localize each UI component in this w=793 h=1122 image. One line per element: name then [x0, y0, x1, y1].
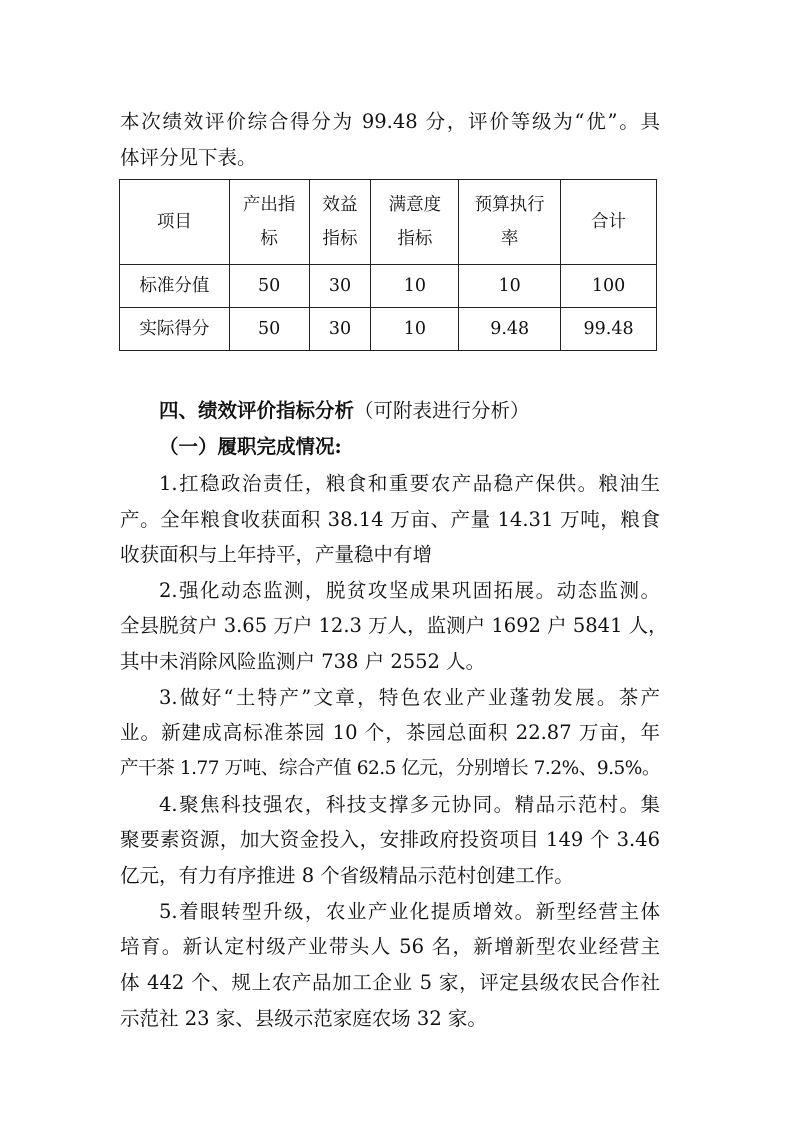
- paragraph-3-line-2: 业。新建成高标准茶园 10 个，茶园总面积 22.87 万亩，年: [120, 721, 660, 744]
- paragraph-2-line-3: 其中未消除风险监测户 738 户 2552 人。: [120, 650, 486, 673]
- score-table: [119, 179, 657, 351]
- table-cell: 100: [561, 265, 657, 308]
- section-heading-note: （可附表进行分析）: [354, 399, 530, 422]
- paragraph-1-line-3: 收获面积与上年持平，产量稳中有增: [120, 543, 433, 566]
- table-cell: 9.48: [459, 308, 561, 351]
- paragraph-3-line-3: 产干茶 1.77 万吨、综合产值 62.5 亿元，分别增长 7.2%、9.5%。: [120, 758, 660, 779]
- header-cell-benefit: 效益 指标: [309, 180, 371, 265]
- table-cell: 10: [371, 265, 459, 308]
- paragraph-3-line-1: 3.做好“土特产”文章，特色农业产业蓬勃发展。茶产: [159, 686, 660, 709]
- table-cell: 标准分值: [120, 265, 230, 308]
- paragraph-1-line-2: 产。全年粮食收获面积 38.14 万亩、产量 14.31 万吨，粮食: [120, 508, 660, 531]
- header-cell-budget-rate: 预算执行 率: [459, 180, 561, 265]
- table-cell: 30: [309, 265, 371, 308]
- paragraph-1-line-1: 1.扛稳政治责任，粮食和重要农产品稳产保供。粮油生: [159, 472, 660, 495]
- table-cell: 10: [371, 308, 459, 351]
- paragraph-4-line-1: 4.聚焦科技强农，科技支撑多元协同。精品示范村。集: [159, 793, 660, 816]
- header-cell-total: 合计: [561, 180, 657, 265]
- paragraph-5-line-1: 5.着眼转型升级，农业产业化提质增效。新型经营主体: [159, 900, 660, 923]
- paragraph-5-line-4: 示范社 23 家、县级示范家庭农场 32 家。: [120, 1007, 487, 1030]
- table-row: [120, 308, 657, 351]
- section-heading: [159, 399, 659, 423]
- table-cell: 实际得分: [120, 308, 230, 351]
- score-table-header-row: [120, 180, 657, 265]
- intro-line-2: 体评分见下表。: [120, 146, 257, 169]
- paragraph-5-line-2: 培育。新认定村级产业带头人 56 名，新增新型农业经营主: [120, 935, 660, 958]
- paragraph-2-line-2: 全县脱贫户 3.65 万户 12.3 万人，监测户 1692 户 5841 人，: [120, 614, 668, 637]
- table-cell: 50: [229, 308, 309, 351]
- table-row: [120, 265, 657, 308]
- paragraph-5-line-3: 体 442 个、规上农产品加工企业 5 家，评定县级农民合作社: [120, 971, 660, 994]
- header-cell-output: 产出指 标: [229, 180, 309, 265]
- table-cell: 99.48: [561, 308, 657, 351]
- paragraph-4-line-3: 亿元，有力有序推进 8 个省级精品示范村创建工作。: [120, 864, 574, 887]
- header-cell-item: 项目: [120, 180, 230, 265]
- section-heading-title: 四、绩效评价指标分析: [159, 399, 355, 422]
- section-subheading: （一）履职完成情况:: [159, 435, 342, 458]
- paragraph-2-line-1: 2.强化动态监测，脱贫攻坚成果巩固拓展。动态监测。: [159, 579, 660, 602]
- table-cell: 30: [309, 308, 371, 351]
- intro-line-1: 本次绩效评价综合得分为 99.48 分，评价等级为“优”。具: [120, 110, 660, 133]
- table-cell: 50: [229, 265, 309, 308]
- table-cell: 10: [459, 265, 561, 308]
- paragraph-4-line-2: 聚要素资源，加大资金投入，安排政府投资项目 149 个 3.46: [120, 828, 660, 851]
- header-cell-satisfaction: 满意度 指标: [371, 180, 459, 265]
